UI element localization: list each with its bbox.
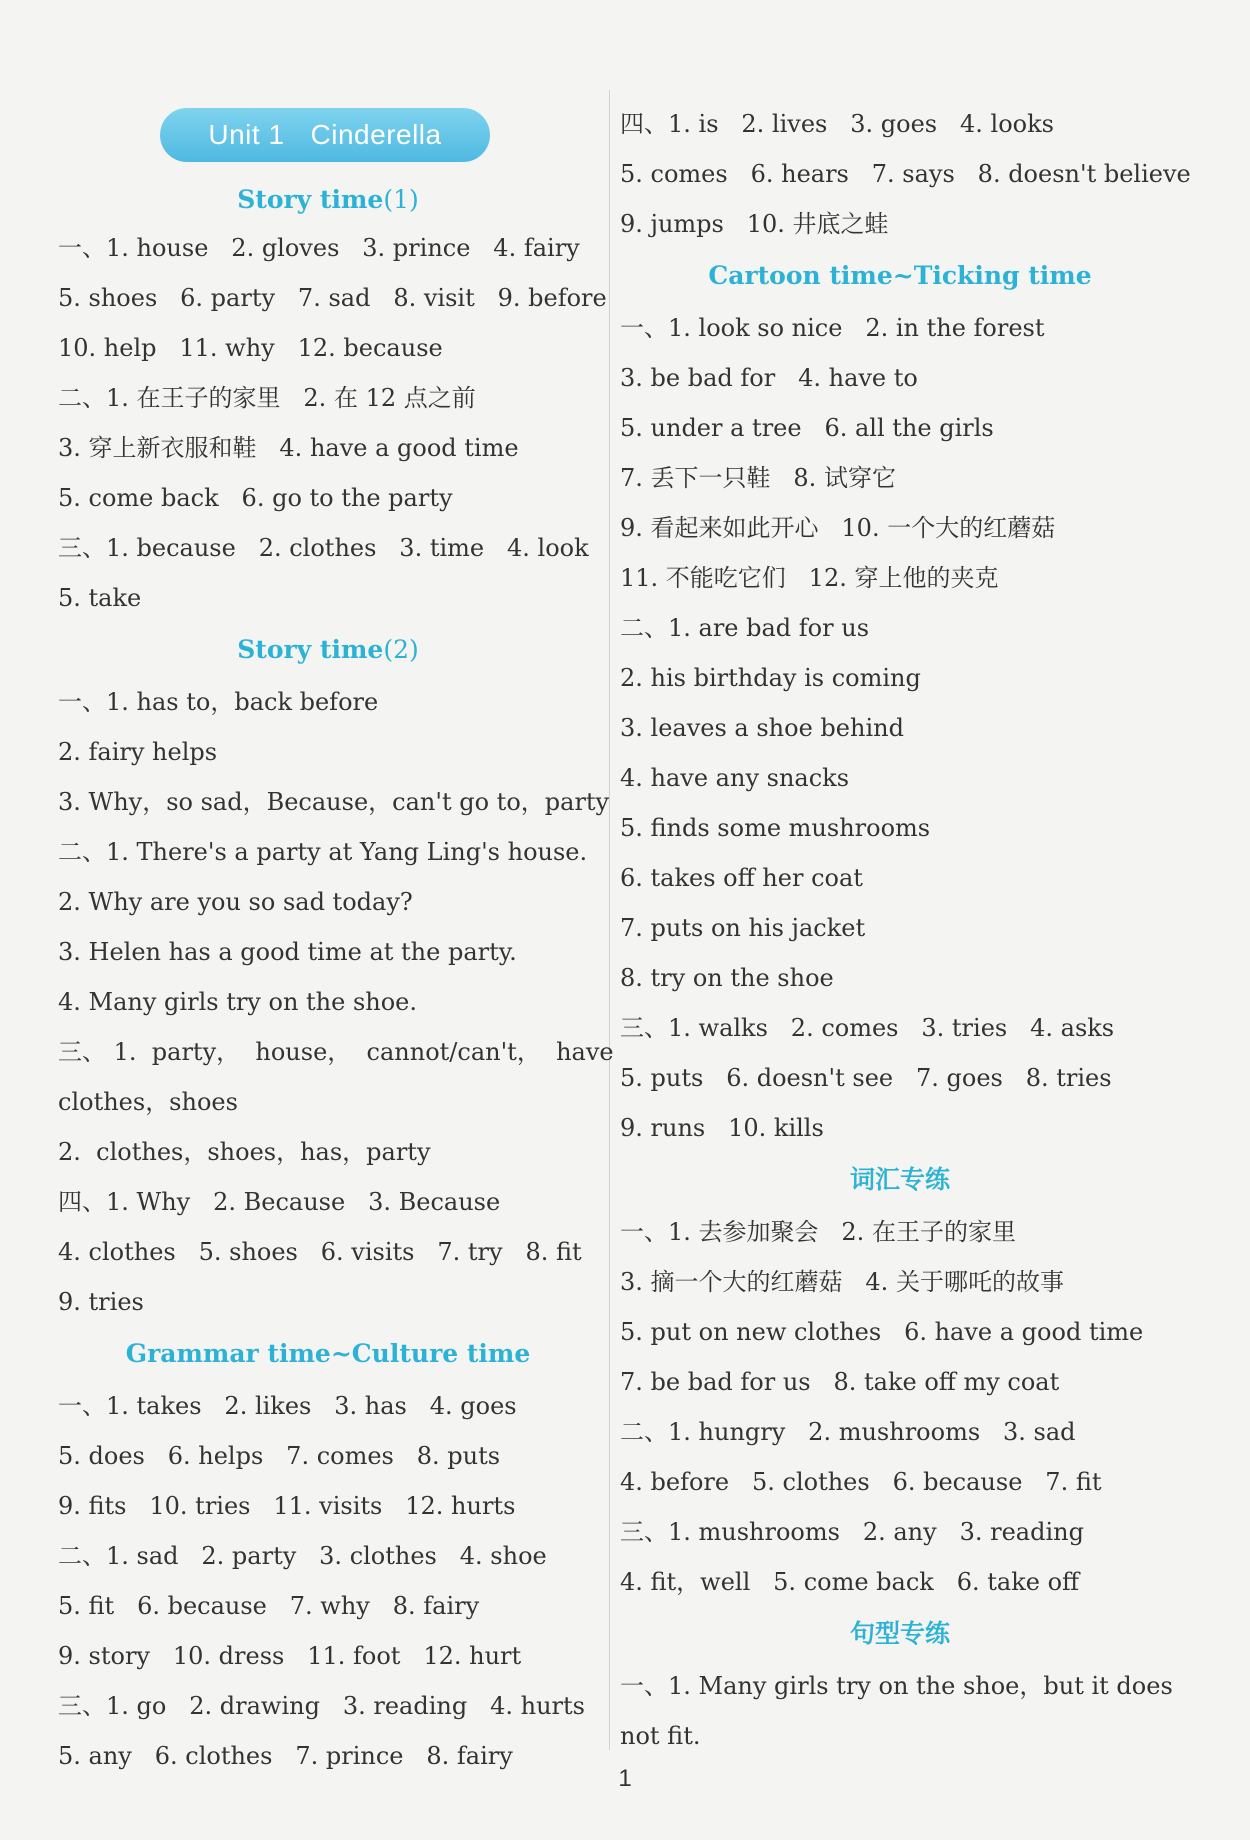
unit-title-badge <box>160 108 490 162</box>
answer-line: 三、1. walks 2. comes 3. tries 4. asks <box>620 1014 1115 1042</box>
answer-line: not fit. <box>620 1722 701 1750</box>
answer-line: 9. runs 10. kills <box>620 1114 824 1142</box>
column-divider <box>609 90 610 1750</box>
answer-line: 4. clothes 5. shoes 6. visits 7. try 8. fit <box>58 1238 582 1266</box>
answer-line: 9. tries <box>58 1288 144 1316</box>
answer-line: 一、1. takes 2. likes 3. has 4. goes <box>58 1392 517 1420</box>
answer-line: 三、1. mushrooms 2. any 3. reading <box>620 1518 1084 1546</box>
answer-line: 5. under a tree 6. all the girls <box>620 414 994 442</box>
answer-line: 5. shoes 6. party 7. sad 8. visit 9. before <box>58 284 607 312</box>
answer-line: 一、1. house 2. gloves 3. prince 4. fairy <box>58 234 580 262</box>
answer-line: 7. 丢下一只鞋 8. 试穿它 <box>620 464 896 492</box>
answer-line: 2. his birthday is coming <box>620 664 921 692</box>
answer-line: 11. 不能吃它们 12. 穿上他的夹克 <box>620 564 999 592</box>
answer-line: 3. 穿上新衣服和鞋 4. have a good time <box>58 434 519 462</box>
answer-line: 二、1. There's a party at Yang Ling's house. <box>58 838 588 866</box>
answer-line: 8. try on the shoe <box>620 964 834 992</box>
answer-line: 4. have any snacks <box>620 764 850 792</box>
answer-line: 5. any 6. clothes 7. prince 8. fairy <box>58 1742 513 1770</box>
page-number: 1 <box>618 1765 632 1792</box>
answer-line: 一、1. Many girls try on the shoe，but it does <box>620 1672 1173 1700</box>
answer-line: 7. be bad for us 8. take off my coat <box>620 1368 1060 1396</box>
answer-line: 9. 看起来如此开心 10. 一个大的红蘑菇 <box>620 514 1056 542</box>
answer-line: 9. jumps 10. 井底之蛙 <box>620 210 889 238</box>
answer-line: 5. comes 6. hears 7. says 8. doesn't believe <box>620 160 1191 188</box>
section-heading: 句型专练 <box>849 1619 950 1648</box>
answer-line: 5. put on new clothes 6. have a good time <box>620 1318 1144 1346</box>
answer-line: 7. puts on his jacket <box>620 914 866 942</box>
answer-line: 5. finds some mushrooms <box>620 814 931 842</box>
answer-line: 二、1. sad 2. party 3. clothes 4. shoe <box>58 1542 547 1570</box>
answer-line: 二、1. are bad for us <box>620 614 870 642</box>
answer-line: 3. Why，so sad，Because，can't go to，party <box>58 788 610 816</box>
section-heading: Story time(2) <box>237 635 419 664</box>
answer-line: 10. help 11. why 12. because <box>58 334 443 362</box>
section-heading: Grammar time~Culture time <box>125 1339 531 1368</box>
answer-line: 三、1. go 2. drawing 3. reading 4. hurts <box>58 1692 585 1720</box>
section-heading: 词汇专练 <box>849 1165 950 1194</box>
answer-line: 二、1. hungry 2. mushrooms 3. sad <box>620 1418 1076 1446</box>
answer-line: 4. Many girls try on the shoe. <box>58 988 418 1016</box>
answer-line: 5. take <box>58 584 142 612</box>
answer-line: 一、1. 去参加聚会 2. 在王子的家里 <box>620 1218 1016 1246</box>
section-heading: Story time(1) <box>237 185 419 214</box>
answer-line: 2. fairy helps <box>58 738 218 766</box>
answer-line: 四、1. is 2. lives 3. goes 4. looks <box>620 110 1054 138</box>
answer-line: 二、1. 在王子的家里 2. 在 12 点之前 <box>58 384 476 412</box>
answer-line: 6. takes off her coat <box>620 864 863 892</box>
answer-line: 5. come back 6. go to the party <box>58 484 453 512</box>
answer-line: 2. clothes，shoes，has，party <box>58 1138 431 1166</box>
answer-line: 9. fits 10. tries 11. visits 12. hurts <box>58 1492 516 1520</box>
answer-line: 5. does 6. helps 7. comes 8. puts <box>58 1442 501 1470</box>
answer-line: 4. before 5. clothes 6. because 7. fit <box>620 1468 1102 1496</box>
answer-line: 3. Helen has a good time at the party. <box>58 938 517 966</box>
answer-line: 5. fit 6. because 7. why 8. fairy <box>58 1592 480 1620</box>
answer-line: 5. puts 6. doesn't see 7. goes 8. tries <box>620 1064 1112 1092</box>
answer-line: 2. Why are you so sad today? <box>58 888 413 916</box>
answer-line: 9. story 10. dress 11. foot 12. hurt <box>58 1642 522 1670</box>
unit-label: Unit 1 <box>208 119 285 150</box>
answer-line: clothes，shoes <box>58 1088 238 1116</box>
answer-line: 四、1. Why 2. Because 3. Because <box>58 1188 501 1216</box>
answer-line: 3. leaves a shoe behind <box>620 714 904 742</box>
answer-line: 三、 1. party， house， cannot/can't， have <box>58 1038 614 1066</box>
answer-line: 一、1. has to，back before <box>58 688 379 716</box>
answer-line: 3. be bad for 4. have to <box>620 364 918 392</box>
answer-line: 3. 摘一个大的红蘑菇 4. 关于哪吒的故事 <box>620 1268 1064 1296</box>
answer-line: 4. fit，well 5. come back 6. take off <box>620 1568 1080 1596</box>
unit-title: Cinderella <box>310 119 442 150</box>
answer-line: 三、1. because 2. clothes 3. time 4. look <box>58 534 589 562</box>
section-heading: Cartoon time~Ticking time <box>708 261 1092 290</box>
answer-line: 一、1. look so nice 2. in the forest <box>620 314 1045 342</box>
